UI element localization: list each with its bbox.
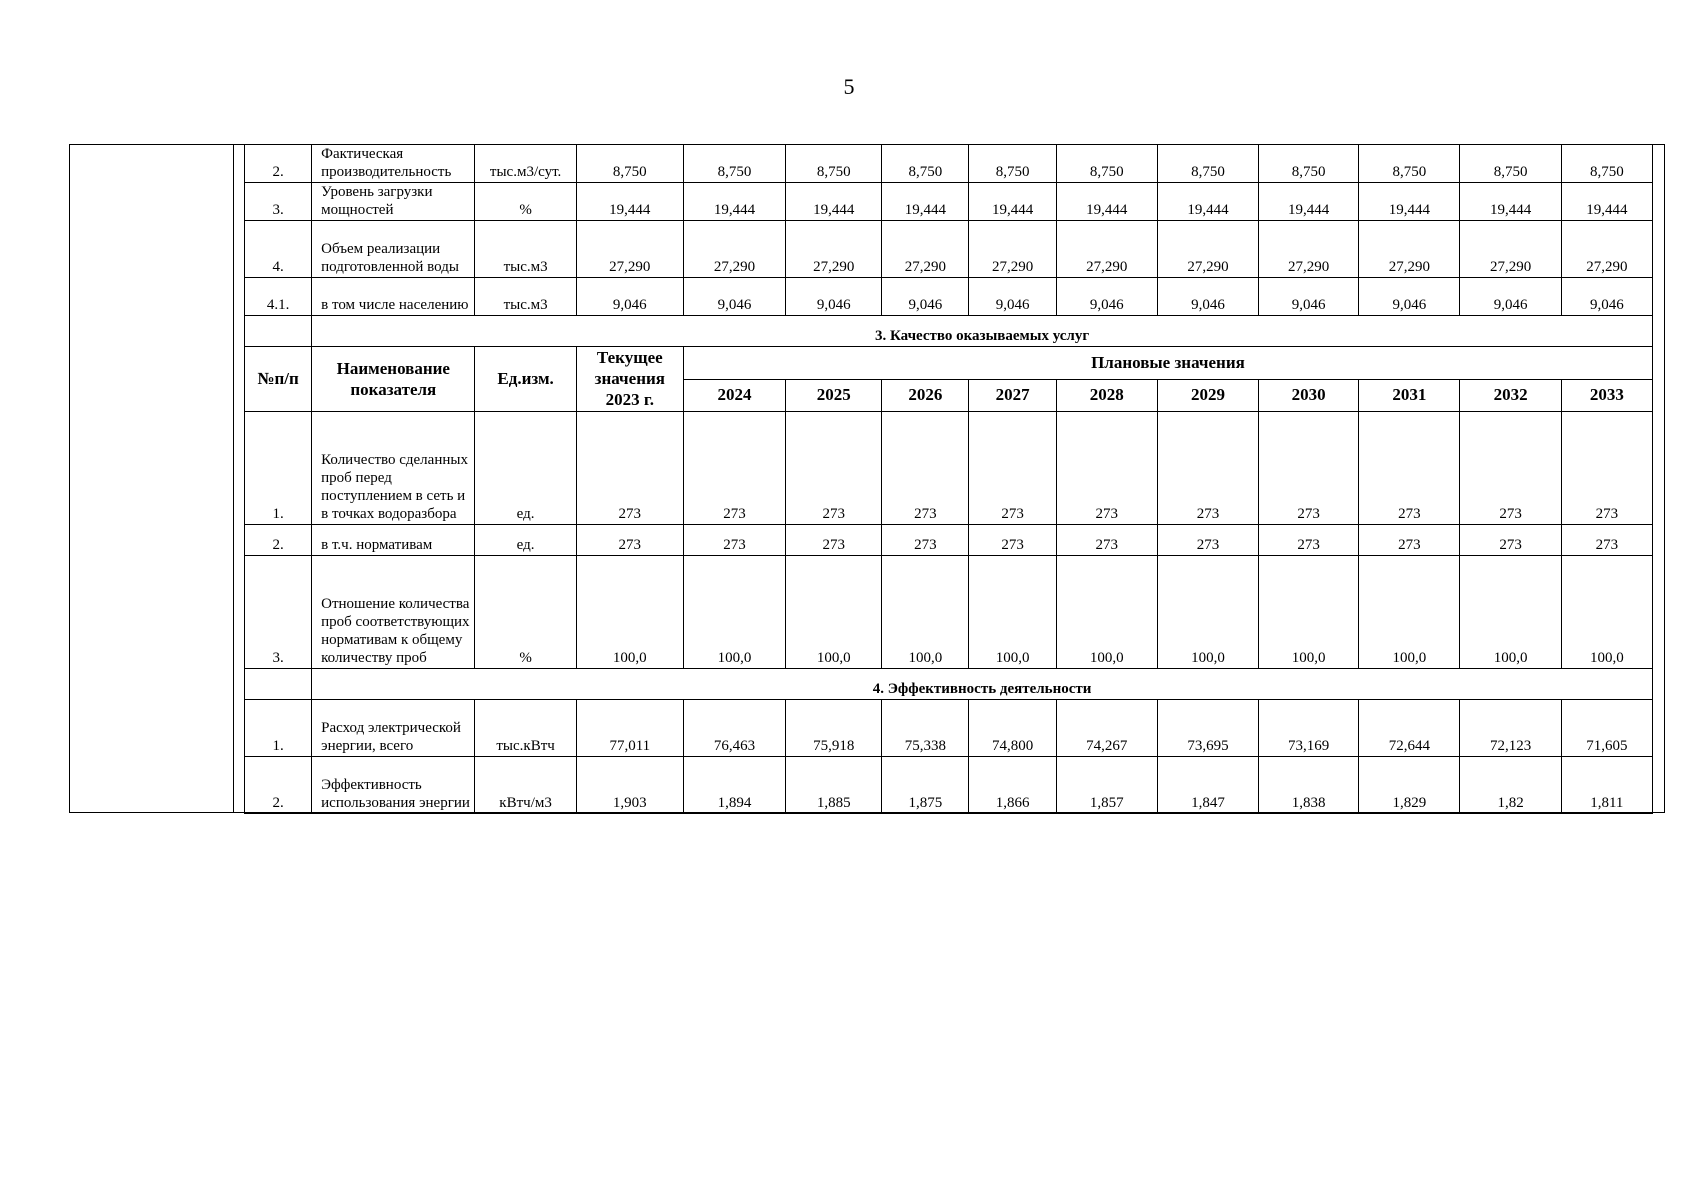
value-cell: 8,750 bbox=[1157, 145, 1258, 183]
value-cell: 273 bbox=[1561, 412, 1652, 525]
header-name: Наименование показателя bbox=[312, 347, 475, 412]
table-body bbox=[245, 145, 1653, 814]
header-unit: Ед.изм. bbox=[475, 347, 576, 412]
header-year: 2024 bbox=[683, 379, 785, 412]
value-cell: 273 bbox=[1056, 412, 1157, 525]
value-cell: 1,894 bbox=[683, 757, 785, 814]
indicators-table bbox=[244, 144, 1653, 814]
unit: кВтч/м3 bbox=[475, 757, 576, 814]
value-cell: 9,046 bbox=[1359, 278, 1460, 316]
unit: % bbox=[475, 556, 576, 669]
value-cell: 27,290 bbox=[786, 221, 882, 278]
table-row bbox=[245, 278, 1653, 316]
value-cell: 1,875 bbox=[882, 757, 969, 814]
value-cell: 100,0 bbox=[1561, 556, 1652, 669]
value-cell: 27,290 bbox=[969, 221, 1056, 278]
value-cell: 19,444 bbox=[969, 183, 1056, 221]
value-cell: 72,644 bbox=[1359, 700, 1460, 757]
header-num: №п/п bbox=[245, 347, 312, 412]
value-cell: 1,857 bbox=[1056, 757, 1157, 814]
value-cell: 273 bbox=[576, 525, 683, 556]
header-current: Текущее значения 2023 г. bbox=[576, 347, 683, 412]
header-year: 2028 bbox=[1056, 379, 1157, 412]
unit: ед. bbox=[475, 412, 576, 525]
value-cell: 19,444 bbox=[683, 183, 785, 221]
value-cell: 100,0 bbox=[1259, 556, 1359, 669]
value-cell: 8,750 bbox=[969, 145, 1056, 183]
value-cell: 100,0 bbox=[1359, 556, 1460, 669]
header-planned: Плановые значения bbox=[683, 347, 1652, 380]
value-cell: 27,290 bbox=[1056, 221, 1157, 278]
value-cell: 273 bbox=[969, 525, 1056, 556]
row-number: 1. bbox=[245, 412, 312, 525]
blank-cell bbox=[245, 669, 312, 700]
row-number: 2. bbox=[245, 525, 312, 556]
blank-cell bbox=[245, 316, 312, 347]
value-cell: 1,885 bbox=[786, 757, 882, 814]
table-row bbox=[245, 183, 1653, 221]
table-row bbox=[245, 700, 1653, 757]
value-cell: 19,444 bbox=[786, 183, 882, 221]
value-cell: 100,0 bbox=[1056, 556, 1157, 669]
value-cell: 27,290 bbox=[683, 221, 785, 278]
value-cell: 73,695 bbox=[1157, 700, 1258, 757]
row-number: 4. bbox=[245, 221, 312, 278]
value-cell: 27,290 bbox=[1359, 221, 1460, 278]
table-row bbox=[245, 525, 1653, 556]
value-cell: 76,463 bbox=[683, 700, 785, 757]
value-cell: 273 bbox=[1157, 525, 1258, 556]
value-cell: 9,046 bbox=[576, 278, 683, 316]
table-row bbox=[245, 145, 1653, 183]
value-cell: 72,123 bbox=[1460, 700, 1561, 757]
value-cell: 8,750 bbox=[683, 145, 785, 183]
indicator-name: Количество сделанных проб перед поступлением в сеть и в точках водоразбора bbox=[312, 412, 475, 525]
indicator-name: Отношение количества проб соответствующих нормативам к общему количеству проб bbox=[312, 556, 475, 669]
value-cell: 8,750 bbox=[576, 145, 683, 183]
indicator-name: в т.ч. нормативам bbox=[312, 525, 475, 556]
outer-frame-divider bbox=[233, 144, 234, 813]
row-number: 3. bbox=[245, 183, 312, 221]
table-row bbox=[245, 556, 1653, 669]
value-cell: 27,290 bbox=[1259, 221, 1359, 278]
value-cell: 8,750 bbox=[1056, 145, 1157, 183]
header-year: 2029 bbox=[1157, 379, 1258, 412]
unit: % bbox=[475, 183, 576, 221]
value-cell: 100,0 bbox=[1460, 556, 1561, 669]
value-cell: 73,169 bbox=[1259, 700, 1359, 757]
value-cell: 9,046 bbox=[1056, 278, 1157, 316]
table-row bbox=[245, 221, 1653, 278]
value-cell: 273 bbox=[1359, 525, 1460, 556]
value-cell: 273 bbox=[1460, 412, 1561, 525]
value-cell: 273 bbox=[786, 525, 882, 556]
value-cell: 273 bbox=[1056, 525, 1157, 556]
value-cell: 8,750 bbox=[1460, 145, 1561, 183]
value-cell: 8,750 bbox=[1359, 145, 1460, 183]
value-cell: 19,444 bbox=[1259, 183, 1359, 221]
row-number: 3. bbox=[245, 556, 312, 669]
value-cell: 100,0 bbox=[1157, 556, 1258, 669]
value-cell: 100,0 bbox=[683, 556, 785, 669]
value-cell: 19,444 bbox=[1056, 183, 1157, 221]
value-cell: 9,046 bbox=[1460, 278, 1561, 316]
value-cell: 273 bbox=[1157, 412, 1258, 525]
unit: ед. bbox=[475, 525, 576, 556]
value-cell: 27,290 bbox=[882, 221, 969, 278]
value-cell: 8,750 bbox=[1561, 145, 1652, 183]
value-cell: 1,838 bbox=[1259, 757, 1359, 814]
value-cell: 1,866 bbox=[969, 757, 1056, 814]
value-cell: 273 bbox=[1259, 412, 1359, 525]
value-cell: 9,046 bbox=[683, 278, 785, 316]
row-number: 4.1. bbox=[245, 278, 312, 316]
value-cell: 8,750 bbox=[882, 145, 969, 183]
value-cell: 273 bbox=[1259, 525, 1359, 556]
value-cell: 71,605 bbox=[1561, 700, 1652, 757]
value-cell: 273 bbox=[1561, 525, 1652, 556]
value-cell: 27,290 bbox=[1460, 221, 1561, 278]
header-year: 2031 bbox=[1359, 379, 1460, 412]
value-cell: 273 bbox=[882, 412, 969, 525]
value-cell: 19,444 bbox=[1561, 183, 1652, 221]
value-cell: 273 bbox=[969, 412, 1056, 525]
unit: тыс.м3 bbox=[475, 278, 576, 316]
value-cell: 273 bbox=[576, 412, 683, 525]
value-cell: 1,82 bbox=[1460, 757, 1561, 814]
value-cell: 273 bbox=[683, 412, 785, 525]
value-cell: 8,750 bbox=[1259, 145, 1359, 183]
row-number: 2. bbox=[245, 145, 312, 183]
value-cell: 273 bbox=[786, 412, 882, 525]
unit: тыс.м3 bbox=[475, 221, 576, 278]
table-row bbox=[245, 757, 1653, 814]
value-cell: 74,800 bbox=[969, 700, 1056, 757]
value-cell: 27,290 bbox=[1561, 221, 1652, 278]
value-cell: 19,444 bbox=[882, 183, 969, 221]
table-row bbox=[245, 412, 1653, 525]
indicator-name: Фактическая производительность bbox=[312, 145, 475, 183]
indicator-name: Объем реализации подготовленной воды bbox=[312, 221, 475, 278]
value-cell: 1,811 bbox=[1561, 757, 1652, 814]
page-number: 5 bbox=[843, 74, 855, 99]
header-year: 2030 bbox=[1259, 379, 1359, 412]
value-cell: 19,444 bbox=[1460, 183, 1561, 221]
value-cell: 19,444 bbox=[576, 183, 683, 221]
unit: тыс.кВтч bbox=[475, 700, 576, 757]
value-cell: 9,046 bbox=[1561, 278, 1652, 316]
value-cell: 273 bbox=[882, 525, 969, 556]
header-row bbox=[245, 347, 1653, 380]
section-row bbox=[245, 669, 1653, 700]
value-cell: 19,444 bbox=[1359, 183, 1460, 221]
header-year: 2027 bbox=[969, 379, 1056, 412]
header-year: 2032 bbox=[1460, 379, 1561, 412]
indicator-name: Эффективность использования энергии bbox=[312, 757, 475, 814]
section-row bbox=[245, 316, 1653, 347]
value-cell: 100,0 bbox=[786, 556, 882, 669]
value-cell: 75,918 bbox=[786, 700, 882, 757]
value-cell: 100,0 bbox=[576, 556, 683, 669]
row-number: 2. bbox=[245, 757, 312, 814]
row-number: 1. bbox=[245, 700, 312, 757]
value-cell: 27,290 bbox=[1157, 221, 1258, 278]
indicator-name: Уровень загрузки мощностей bbox=[312, 183, 475, 221]
indicator-name: в том числе населению bbox=[312, 278, 475, 316]
value-cell: 100,0 bbox=[969, 556, 1056, 669]
value-cell: 273 bbox=[683, 525, 785, 556]
value-cell: 27,290 bbox=[576, 221, 683, 278]
value-cell: 74,267 bbox=[1056, 700, 1157, 757]
header-year: 2025 bbox=[786, 379, 882, 412]
value-cell: 9,046 bbox=[1157, 278, 1258, 316]
header-year: 2026 bbox=[882, 379, 969, 412]
unit: тыс.м3/сут. bbox=[475, 145, 576, 183]
value-cell: 9,046 bbox=[882, 278, 969, 316]
value-cell: 9,046 bbox=[786, 278, 882, 316]
value-cell: 273 bbox=[1359, 412, 1460, 525]
value-cell: 8,750 bbox=[786, 145, 882, 183]
value-cell: 9,046 bbox=[969, 278, 1056, 316]
section-title: 4. Эффективность деятельности bbox=[312, 669, 1653, 700]
value-cell: 273 bbox=[1460, 525, 1561, 556]
value-cell: 100,0 bbox=[882, 556, 969, 669]
header-year: 2033 bbox=[1561, 379, 1652, 412]
value-cell: 77,011 bbox=[576, 700, 683, 757]
value-cell: 1,903 bbox=[576, 757, 683, 814]
value-cell: 1,847 bbox=[1157, 757, 1258, 814]
value-cell: 9,046 bbox=[1259, 278, 1359, 316]
indicator-name: Расход электрической энергии, всего bbox=[312, 700, 475, 757]
value-cell: 75,338 bbox=[882, 700, 969, 757]
section-title: 3. Качество оказываемых услуг bbox=[312, 316, 1653, 347]
value-cell: 19,444 bbox=[1157, 183, 1258, 221]
value-cell: 1,829 bbox=[1359, 757, 1460, 814]
